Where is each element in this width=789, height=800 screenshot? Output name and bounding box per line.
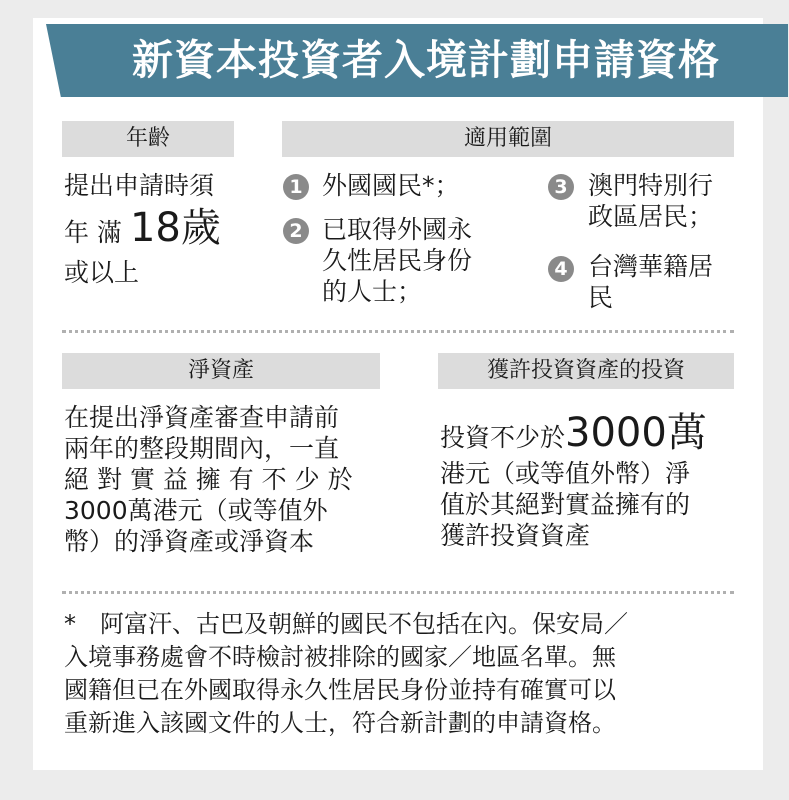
item-number-badge-2: 2 [283, 218, 309, 244]
net-assets-line-5: 幣）的淨資產或淨資本 [64, 527, 315, 556]
scope-item-2-line-3: 的人士； [322, 277, 423, 306]
age-header: 年齡 [62, 121, 234, 157]
investment-amount: 3000萬 [565, 410, 707, 456]
footnote-line-1: * 阿富汗、古巴及朝鮮的國民不包括在內。保安局／ [64, 610, 628, 638]
footnote [64, 608, 628, 740]
item-number-badge-3: 3 [548, 174, 574, 200]
page-title: 新資本投資者入境計劃申請資格 [132, 36, 720, 84]
net-assets-line-4: 3000萬港元（或等值外 [64, 496, 328, 525]
age-number: 18歲 [129, 205, 221, 251]
section-divider-2 [62, 591, 734, 594]
scope-item-1-line-1: 外國國民*； [322, 171, 460, 200]
scope-item-4 [588, 251, 713, 313]
scope-item-2-line-2: 久性居民身份 [322, 246, 473, 275]
footnote-line-3: 國籍但已在外國取得永久性居民身份並持有確實可以 [64, 676, 616, 704]
investment-text [440, 458, 690, 551]
section-divider-1 [62, 330, 734, 333]
investment-prefix: 投資不少於 [440, 423, 566, 452]
item-number-badge-1: 1 [283, 174, 309, 200]
scope-item-4-line-2: 民 [588, 283, 614, 312]
scope-item-2-line-1: 已取得外國永 [322, 215, 473, 244]
net-assets-line-1: 在提出淨資產審查申請前 [64, 403, 340, 432]
scope-item-2 [322, 214, 472, 307]
footnote-line-4: 重新進入該國文件的人士，符合新計劃的申請資格。 [64, 709, 616, 737]
investment-line-3: 值於其絕對實益擁有的 [440, 490, 691, 519]
net-assets-line-2: 兩年的整段期間內，一直 [64, 434, 340, 463]
age-line-2 [64, 205, 221, 251]
investment-line-2: 港元（或等值外幣）淨 [440, 459, 691, 488]
age-prefix: 年 滿 [64, 218, 122, 247]
net-assets-header: 淨資產 [62, 353, 380, 389]
scope-header: 適用範圍 [282, 121, 734, 157]
footnote-line-2: 入境事務處會不時檢討被排除的國家／地區名單。無 [64, 643, 616, 671]
scope-item-3-line-1: 澳門特別行 [588, 171, 714, 200]
scope-item-1 [322, 170, 460, 201]
net-assets-text [64, 402, 353, 557]
scope-item-3-line-2: 政區居民； [588, 202, 714, 231]
investment-line-4: 獲許投資資產 [440, 521, 591, 550]
investment-line-1 [440, 410, 707, 456]
investment-header: 獲許投資資產的投資 [438, 353, 734, 389]
net-assets-line-3: 絕 對 實 益 擁 有 不 少 於 [64, 465, 353, 494]
item-number-badge-4: 4 [548, 256, 574, 282]
age-line-3: 或以上 [64, 258, 140, 287]
scope-item-4-line-1: 台灣華籍居 [588, 252, 714, 281]
scope-item-3 [588, 170, 713, 232]
age-line-1: 提出申請時須 [64, 171, 215, 200]
